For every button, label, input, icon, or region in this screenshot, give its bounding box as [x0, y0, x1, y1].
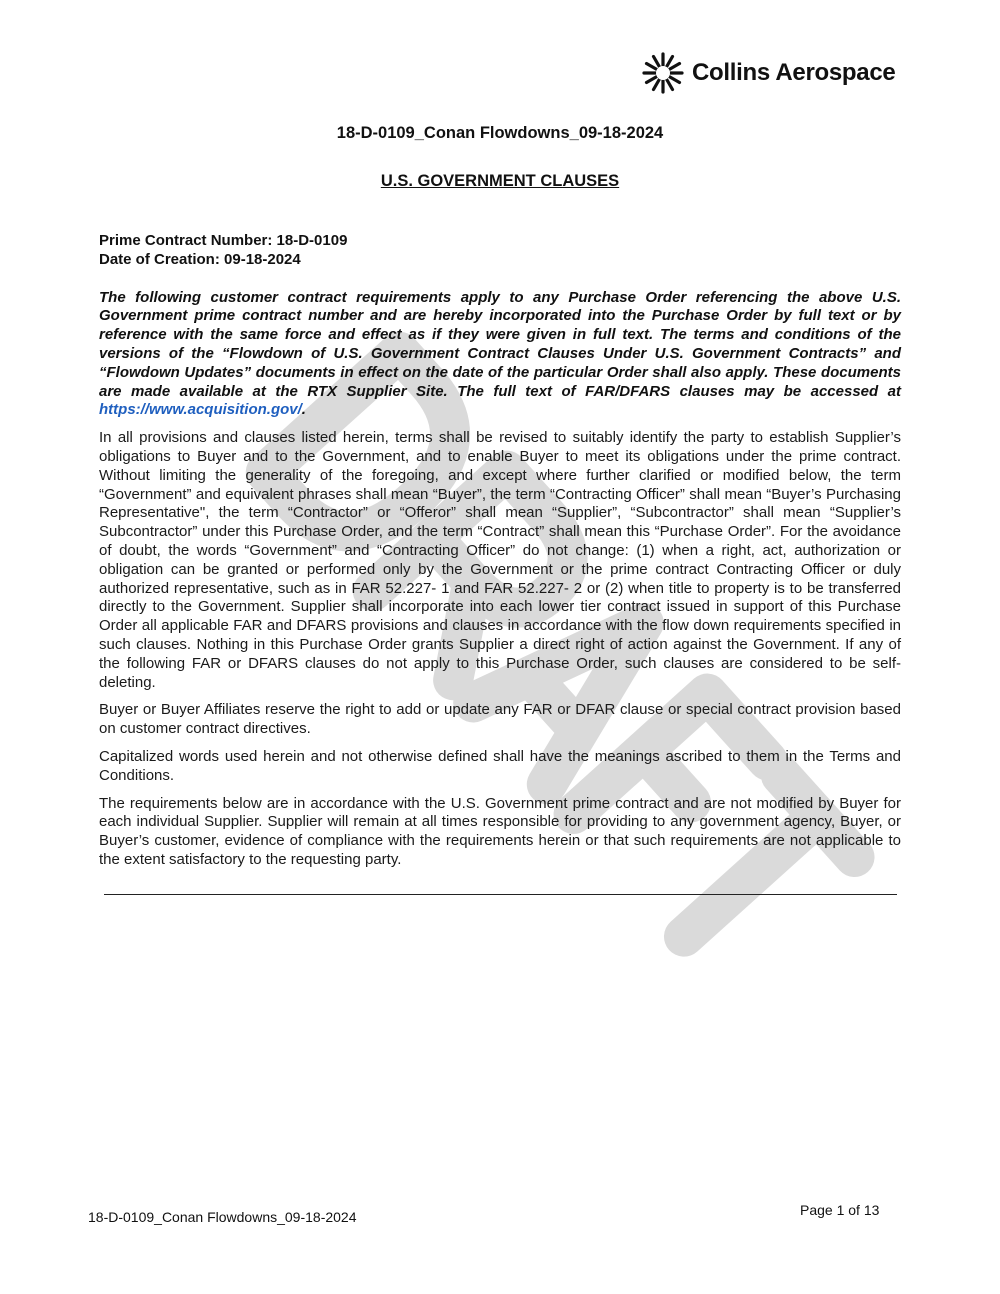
horizontal-rule: [104, 894, 897, 895]
capitalized-words-paragraph: Capitalized words used herein and not otherwise defined shall have the meanings ascribed to them in the Terms and Conditions.: [99, 747, 901, 784]
requirements-paragraph: The requirements below are in accordance with the U.S. Government prime contract and are not modified by Buyer for each individual Supplier. Supplier will remain at all times responsible for providing to any government agency, Buyer, or Buyer’s customer, evidence of compliance with the requirements herein or that such requirements are not applicable to the extent satisfactory to the requesting party.: [99, 794, 901, 868]
document-body: [99, 232, 901, 870]
footer-document-name: 18-D-0109_Conan Flowdowns_09-18-2024: [88, 1209, 357, 1225]
page-number: Page 1 of 13: [800, 1202, 880, 1218]
terms-definitions-paragraph: In all provisions and clauses listed herein, terms shall be revised to suitably identify the party to establish Supplier’s obligations to Buyer and to the Government, and to enable Buyer to meet its obligations under the prime contract. Without limiting the generality of the foregoing, and except where further clarified or modified below, the term “Government” and equivalent phrases shall mean “Buyer”, the term “Contracting Officer” shall mean “Buyer’s Purchasing Representative", the term “Contractor” or “Offeror” shall mean “Supplier”, “Subcontractor” shall mean “Supplier’s Subcontractor” under this Purchase Order, and the term “Contract” shall mean this “Purchase Order”. For the avoidance of doubt, the words “Government” and “Contracting Officer” do not change: (1) when a right, act, authorization or obligation can be granted or performed only by the Government or the prime contract Contracting Officer or duly authorized representative, such as in FAR 52.227- 1 and FAR 52.227- 2 or (2) when title to property is to be transferred directly to the Government. Supplier shall incorporate into each lower tier contract issued in support of this Purchase Order all applicable FAR and DFARS provisions and clauses in accordance with the flow down requirements specified in such clauses. Nothing in this Purchase Order grants Supplier a direct right of action against the Government. If any of the following FAR or DFARS clauses do not apply to this Purchase Order, such clauses are considered to be self-deleting.: [99, 429, 901, 691]
intro-end: .: [301, 401, 306, 419]
intro-text: The following customer contract requirements apply to any Purchase Order referencing the above U.S. Government prime contract number and are hereby incorporated into the Purchase Order by full text or by reference with the same force and effect as if they were given in full text. The terms and conditions of the versions of the “Flowdown of U.S. Government Contract Clauses Under U.S. Government Contracts” and “Flowdown Updates” documents in effect on the date of the particular Order shall also apply. These documents are made available at the RTX Supplier Site. The full text of FAR/DFARS clauses may be accessed at: [99, 288, 901, 400]
collins-aerospace-logo: [640, 50, 895, 96]
acquisition-gov-link[interactable]: https://www.acquisition.gov/: [99, 401, 302, 419]
section-title: U.S. GOVERNMENT CLAUSES: [380, 172, 620, 190]
prime-contract-number: Prime Contract Number: 18-D-0109: [99, 232, 348, 249]
creation-date: Date of Creation: 09-18-2024: [99, 250, 301, 268]
collins-sunburst-icon: [640, 50, 686, 96]
buyer-rights-paragraph: Buyer or Buyer Affiliates reserve the right to add or update any FAR or DFAR clause or special contract provision based on customer contract directives.: [99, 701, 901, 738]
document-title: 18-D-0109_Conan Flowdowns_09-18-2024: [336, 124, 664, 142]
brand-name: Collins Aerospace: [692, 59, 896, 86]
intro-paragraph: [99, 289, 901, 421]
